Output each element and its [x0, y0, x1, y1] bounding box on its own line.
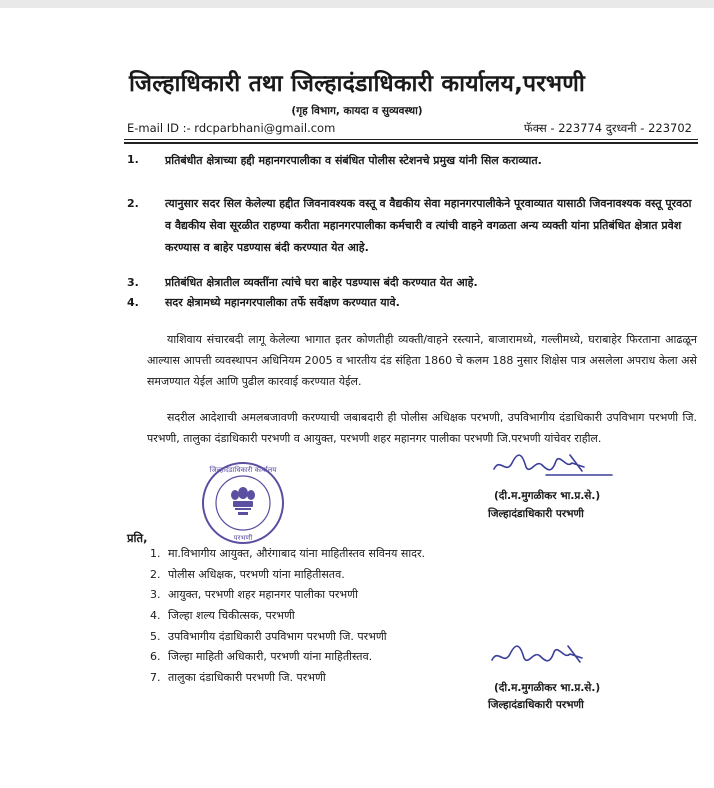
item-number-1: 1.: [127, 153, 139, 166]
item-number-3: 3.: [127, 276, 139, 289]
item-text-1: प्रतिबंधीत क्षेत्राच्या हद्दी महानगरपालीका व संबंधित पोलीस स्टेशनचे प्रमुख यांनी सिल कराव्यात.: [165, 154, 542, 167]
stamp-text-bottom: परभणी: [233, 534, 253, 542]
email-line: E-mail ID :- rdcparbhani@gmail.com: [127, 121, 336, 135]
item-text-4: सदर क्षेत्रामध्ये महानगरपालीका तर्फे सर्वेक्षण करण्यात यावे.: [165, 296, 400, 309]
item-text-2: त्यानुसार सदर सिल केलेल्या हद्दीत जिवनावश्यक वस्तू व वैद्यकीय सेवा महानगरपालीकेने पूरवाव्यात यासाठी जिवनावश्यक वस्तू पूरवठा व वैद्यकीय सेवा सूरळीत राहण्या करीता महानगरपालीका कर्मचारी व त्यांची वाहने वगळता अन्य व्यक्ती यांना प्रतिबंधित क्षेत्रात प्रवेश करण्यास व बाहेर पडण्यास बंदी करण्यात येत आहे.: [165, 197, 692, 254]
copy-to-heading: प्रति,: [127, 531, 148, 545]
signatory-title-1: जिल्हादंडाधिकारी परभणी: [488, 508, 584, 520]
signatory-name-2: (दी.म.मुगळीकर भा.प्र.से.): [494, 682, 601, 694]
stamp-text-top: जिल्हादंडाधिकारी कार्यालय: [209, 466, 277, 474]
list-item: 6. जिल्हा माहिती अधिकारी, परभणी यांना माहितीस्तव.: [150, 650, 373, 664]
viewer-top-bar: [0, 0, 714, 8]
item-text-3: प्रतिबंधित क्षेत्रातील व्यक्तींना त्यांचे घरा बाहेर पडण्यास बंदी करण्यात येत आहे.: [165, 276, 478, 289]
list-item: 4. जिल्हा शल्य चिकीत्सक, परभणी: [150, 609, 295, 623]
department-subtitle: (गृह विभाग, कायदा व सुव्यवस्था): [291, 105, 423, 117]
responsibility-paragraph: सदरील आदेशाची अमलबजावणी करण्याची जबाबदारी ही पोलीस अधिक्षक परभणी, उपविभागीय दंडाधिकारी उपविभाग परभणी जि. परभणी, तालुका दंडाधिकारी परभणी व आयुक्त, परभणी शहर महानगर पालीका परभणी जि.परभणी यांचेवर राहील.: [147, 411, 697, 445]
fax-phone-line: फॅक्स - 223774 दुरध्वनी - 223702: [523, 121, 692, 135]
list-item: 1. मा.विभागीय आयुक्त, औरंगाबाद यांना माहितीस्तव सविनय सादर.: [150, 547, 426, 560]
list-item: 5. उपविभागीय दंडाधिकारी उपविभाग परभणी जि. परभणी: [150, 629, 387, 643]
copy-recipient-list: [150, 544, 425, 689]
list-item: 3. आयुक्त, परभणी शहर महानगर पालीका परभणी: [150, 588, 358, 602]
official-seal-stamp: [200, 460, 286, 546]
office-title: जिल्हाधिकारी तथा जिल्हादंडाधिकारी कार्यालय,परभणी: [128, 71, 586, 97]
signatory-title-2: जिल्हादंडाधिकारी परभणी: [488, 699, 584, 711]
list-item: 7. तालुका दंडाधिकारी परभणी जि. परभणी: [150, 671, 326, 685]
header-divider-thin: [124, 139, 698, 140]
item-number-4: 4.: [127, 296, 139, 309]
signatory-name-1: (दी.म.मुगळीकर भा.प्र.से.): [494, 490, 601, 502]
item-number-2: 2.: [127, 197, 139, 210]
signature-mark-1: [486, 447, 616, 483]
header-divider-thick: [124, 142, 698, 144]
signature-mark-2: [486, 640, 606, 676]
penalty-paragraph: याशिवाय संचारबदी लागू केलेल्या भागात इतर कोणतीही व्यक्ती/वाहने रस्त्याने, बाजारामध्ये, गल्लीमध्ये, घराबाहेर फिरताना आढळून आल्यास आपत्ती व्यवस्थापन अधिनियम 2005 व भारतीय दंड संहिता 1860 चे कलम 188 नुसार शिक्षेस पात्र असलेला अपराध केला असे समजण्यात येईल आणि पुढील कारवाई करण्यात येईल.: [147, 333, 697, 388]
list-item: 2. पोलीस अधिक्षक, परभणी यांना माहितीसतव.: [150, 567, 345, 581]
